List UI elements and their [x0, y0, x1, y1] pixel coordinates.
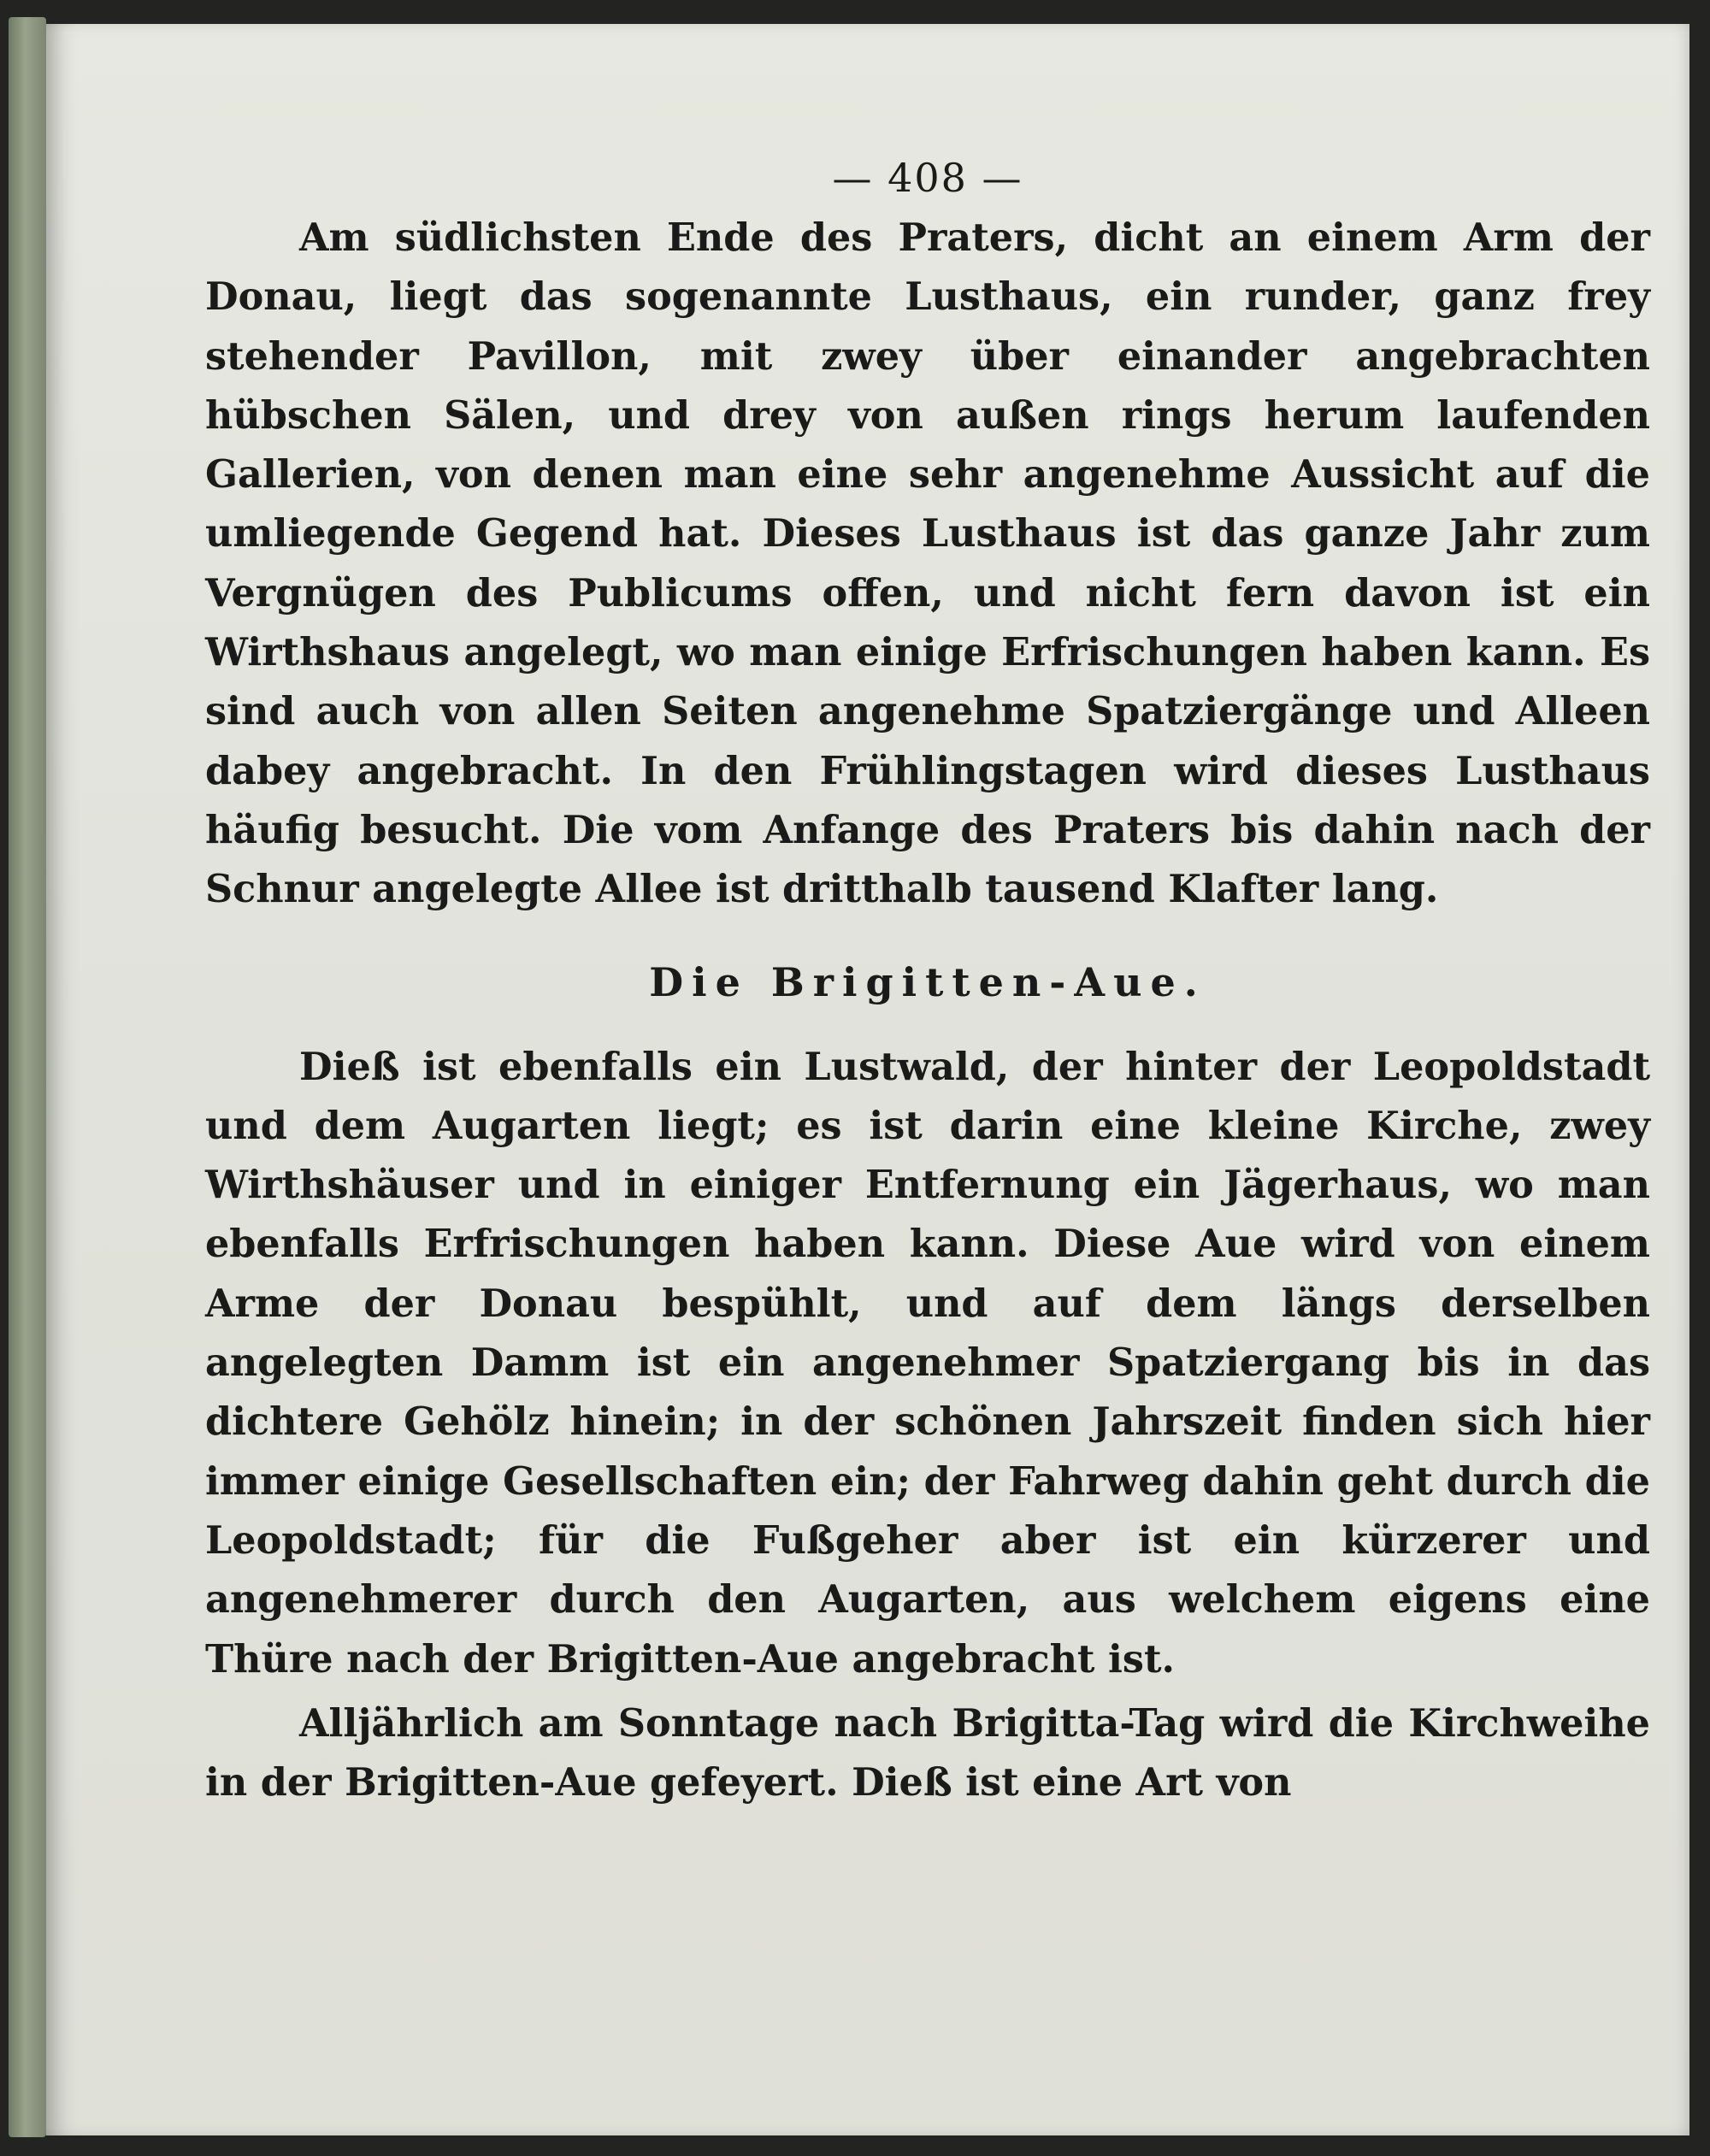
page-number: — 408 — [832, 155, 1023, 201]
paragraph-brigitten-aue: Dieß ist ebenfalls ein Lustwald, der hinter der Leopoldstadt und dem Augarten liegt; es ist darin eine kleine Kirche, zwey Wirthshäuser und in einiger Entfernung ein Jägerhaus, wo man ebenfalls Erfrischungen haben kann. Diese Aue wird von einem Arme der Donau bespühlt, und auf dem längs derselben angelegten Damm ist ein angenehmer Spatziergang bis in das dichtere Gehölz hinein; in der schönen Jahrszeit finden sich hier immer einige Gesellschaften ein; der Fahrweg dahin geht durch die Leopoldstadt; für die Fußgeher aber ist ein kürzerer und angenehmerer durch den Augarten, aus welchem eigens eine Thüre nach der Brigitten-Aue angebracht ist. [205, 1044, 1650, 1682]
book-page [46, 24, 1689, 2135]
page-text-block [205, 152, 1650, 1812]
paragraph-lusthaus: Am südlichsten Ende des Praters, dicht an einem Arm der Donau, liegt das sogenannte Lusthaus, ein runder, ganz frey stehender Pavillon, mit zwey über einander angebrachten hübschen Sälen, und drey von außen rings herum laufenden Gallerien, von denen man eine sehr angenehme Aussicht auf die umliegende Gegend hat. Dieses Lusthaus ist das ganze Jahr zum Vergnügen des Publicums offen, und nicht fern davon ist ein Wirthshaus angelegt, wo man einige Erfrischungen haben kann. Es sind auch von allen Seiten angenehme Spatziergänge und Alleen dabey angebracht. In den Frühlingstagen wird dieses Lusthaus häufig besucht. Die vom Anfange des Praters bis dahin nach der Schnur angelegte Allee ist dritthalb tausend Klafter lang. [205, 215, 1650, 912]
section-heading: Die Brigitten-Aue. [649, 958, 1206, 1005]
book-page-edges [9, 17, 46, 2137]
paragraph-kirchweihe: Alljährlich am Sonntage nach Brigitta-Tag wird die Kirchweihe in der Brigitten-Aue gefeyert. Dieß ist eine Art von [205, 1700, 1650, 1806]
